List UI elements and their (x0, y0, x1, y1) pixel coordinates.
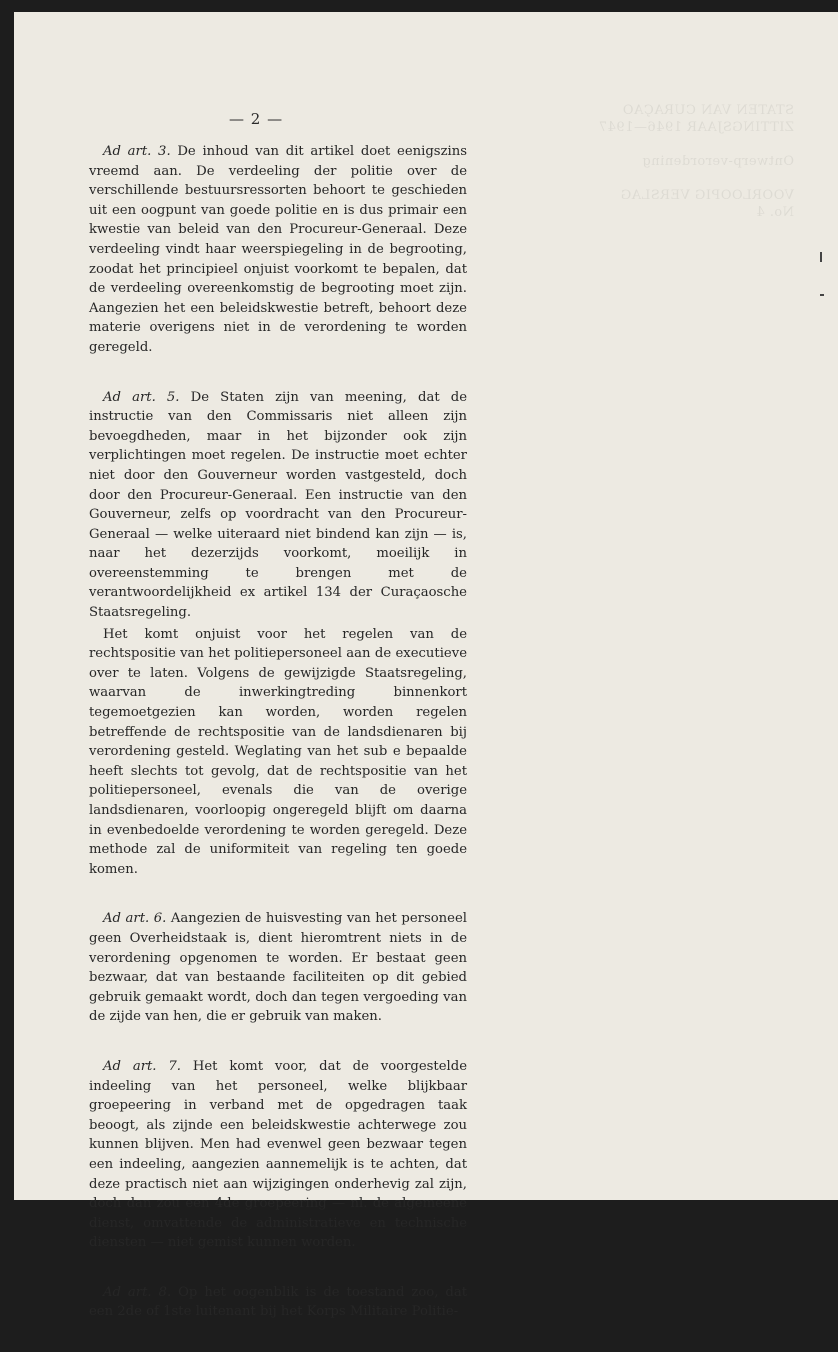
margin-mark (820, 294, 824, 296)
article-label: Ad art. 3. (103, 144, 171, 159)
document-page (14, 12, 838, 1320)
paragraph-text: Aangezien de huisvesting van het personeel geen Overheidstaak is, dient hieromtrent niets in de verordening opgenomen te worden. Er bestaat geen bezwaar, dat van bestaande faciliteiten op dit gebied gebruik gemaakt wordt, doch dan tegen vergoeding van de zijde van hen, die er gebruik van maken. (89, 911, 467, 1025)
article-label: Ad art. 8. (103, 1284, 172, 1300)
paragraph-art-6 (89, 909, 467, 1027)
paragraph-text: Op het oogenblik is de toestand zoo, dat een 2de of 1ste luitenant bij het Korps Militaire Politie- (89, 1284, 468, 1320)
article-label: Ad art. 6. (103, 911, 167, 927)
page-number: — 2 — (229, 110, 284, 128)
paragraph-text: Het komt onjuist voor het regelen van de rechtspositie van het politiepersoneel aan de executieve over te laten. Volgens de gewijzigde Staatsregeling, waarvan de inwerkingtreding binnenkort tegemoetgezien kan worden, worden regelen betreffende de rechtspositie van de landsdienaren bij verordening gesteld. Weglating van het sub e bepaalde heeft slechts tot gevolg, dat de rechtspositie van het politiepersoneel, evenals die van de overige landsdienaren, voorloopig ongeregeld blijft om daarna in evenbedoelde verordening te worden geregeld. Deze methode zal de uniformiteit van regeling ten goede komen. (89, 626, 467, 877)
paragraph-art-5 (89, 388, 467, 623)
paragraph-art-5-continued (89, 625, 467, 880)
paragraph-art-8 (89, 1283, 467, 1322)
margin-mark (820, 252, 822, 262)
article-label: Ad art. 5. (103, 389, 180, 405)
paragraph-text: Het komt voor, dat de voorgestelde indeeling van het personeel, welke blijkbaar groepeering in verband met de opgedragen taak beoogt, als zijnde een beleidskwestie achterwege zou kunnen blijven. Men had evenwel geen bezwaar tegen een indeeling, aangezien aannemelijk is te achten, dat deze practisch niet aan wijzigingen onderhevig zal zijn, doch dan zou een 4de groepeering — nl. de algemeene dienst, omvattende de administratieve en technische diensten — niet gemist kunnen worden. (89, 1058, 468, 1251)
paragraph-text: De Staten zijn van meening, dat de instructie van den Commissaris niet alleen zijn bevoegdheden, maar in het bijzonder ook zijn verplichtingen moet regelen. De instructie moet echter niet door den Gouverneur worden vastgesteld, doch door den Procureur-Generaal. Een instructie van den Gouverneur, zelfs op voordracht van den Procureur-Generaal — welke uiteraard niet bindend kan zijn — is, naar het dezerzijds voorkomt, moeilijk in overeenstemming te brengen met de verantwoordelijkheid ex artikel 134 der Curaçaosche Staatsregeling. (89, 389, 468, 621)
paragraph-art-7 (89, 1057, 467, 1253)
paragraph-art-3 (89, 142, 467, 358)
paragraph-text: De inhoud van dit artikel doet eenigszins vreemd aan. De verdeeling der politie over de verschillende bestuursressorten behoort te geschieden uit een oogpunt van goede politie en is dus primair een kwestie van beleid van den Procureur-Generaal. Deze verdeeling vindt haar weerspiegeling in de begrooting, zoodat het principieel onjuist voorkomt te bepalen, dat de verdeeling overeenkomstig de begrooting moet zijn. Aangezien het een beleidskwestie betreft, behoort deze materie overigens niet in de verordening te worden geregeld. (89, 144, 468, 355)
body-text (89, 142, 467, 1352)
bleed-through-text: STATEN VAN CURAÇAO ZITTINGSJAAR 1946—1947 Ontwerp-verordening VOORLOOPIG VERSLAG No. 4 (598, 103, 794, 220)
article-label: Ad art. 7. (103, 1058, 181, 1074)
